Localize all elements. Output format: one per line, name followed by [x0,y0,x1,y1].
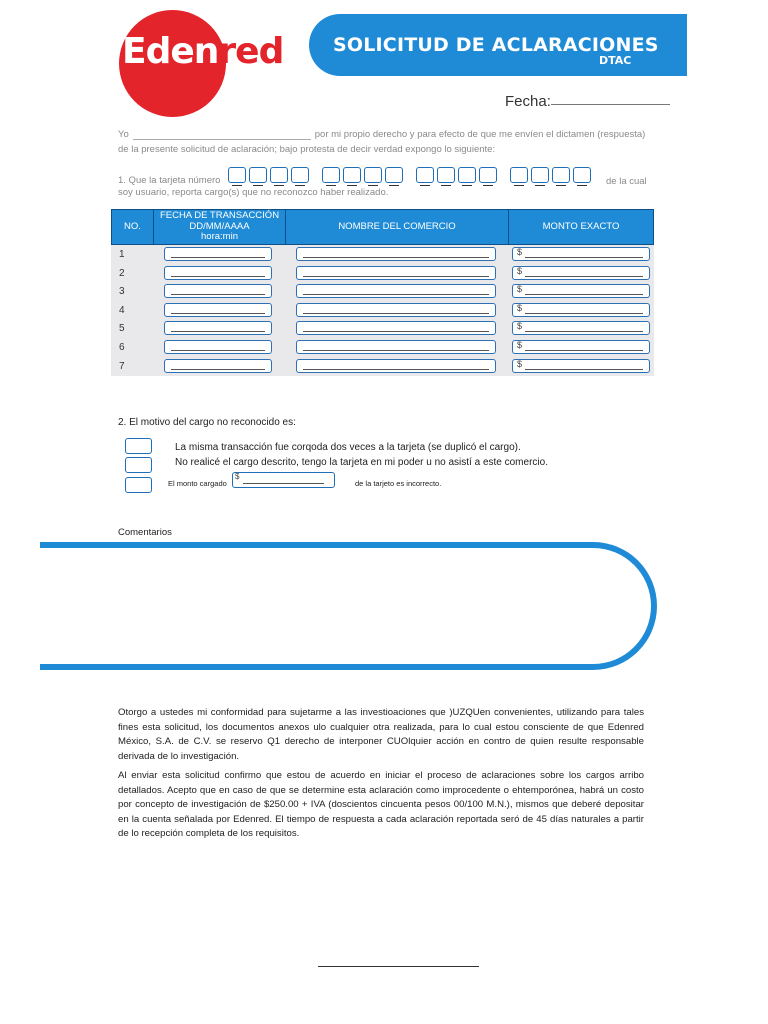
merchant-field[interactable] [296,303,496,317]
card-digit-box[interactable] [343,167,361,183]
dollar-sign: $ [517,284,523,294]
amount-field[interactable] [512,359,650,373]
date-field[interactable] [164,247,272,261]
amount-field[interactable] [512,266,650,280]
consent-paragraph: Otorgo a ustedes mi conformidad para sujetarme a las investioaciones que )UZQUen convenientes, utilizando para tales fines esta solicitud, los documentos anexos ulo cualquier otra realizada, para lo cual estou consciente de que Edenred México, S.A. de C.V. se reservo Q1 derecho de interponer CUOlquier acción en contro de quien resulte responsable derivada de lo investigación. [118,707,644,762]
card-digit-box[interactable] [573,167,591,183]
incorrect-amount-field[interactable] [232,472,335,488]
logo-text-part2: red [218,31,284,72]
intro-line-2: de la presente solicitud de aclaración; bajo protesta de decir verdad expongo lo siguiente: [118,144,496,155]
reason-option-amount-pre: El monto cargado [168,479,227,488]
fecha-field[interactable] [551,104,670,105]
terms-paragraph: Al enviar esta solicitud confirmo que estou de acuerdo en iniciar el proceso de aclaraciones sobre los cargos arribo detallados. Acepto que en caso de que se determine esta aclaración como improcedente o ehtemporónea, habrá un costo por concepto de investigación de $250.00 + IVA (doscientos cincuenta pesos 00/100 M.N.), mismos que deberé depositar en la cuenta señalada por Edenred. El tiempo de respuesta a cada aclaración reportada seró de 45 días naturales a partir de lo recepción completa de los requisitos. [118,770,644,840]
header-comercio: NOMBRE DEL COMERCIO [286,210,509,244]
row-number: 4 [119,305,125,316]
amount-field[interactable] [512,321,650,335]
dollar-sign: $ [517,266,523,276]
date-field[interactable] [164,321,272,335]
row-number: 1 [119,249,125,260]
row-number: 5 [119,323,125,334]
date-field[interactable] [164,303,272,317]
reason-option-duplicate: La misma transacción fue corqoda dos veces a la tarjeta (se duplicó el cargo). [175,442,521,453]
dollar-sign: $ [517,303,523,313]
row-number: 2 [119,268,125,279]
row-number: 6 [119,342,125,353]
card-digit-box[interactable] [270,167,288,183]
comments-label: Comentarios [118,527,172,538]
fecha-label: Fecha: [505,93,551,110]
edenred-logo [122,31,284,72]
reason-checkbox-duplicate[interactable] [125,438,152,454]
name-field[interactable] [133,131,311,140]
amount-field[interactable] [512,284,650,298]
card-digit-box[interactable] [458,167,476,183]
comments-field[interactable] [40,542,657,670]
reason-option-not-made: No realicé el cargo descrito, tengo la tarjeta en mi poder u no asistí a este comercio. [175,457,548,468]
amount-field[interactable] [512,303,650,317]
card-digit-box[interactable] [510,167,528,183]
merchant-field[interactable] [296,359,496,373]
card-line-2: soy usuario, reporta cargo(s) que no reconozco haber realizado. [118,187,389,198]
transactions-table-header [111,209,654,245]
card-digit-box[interactable] [228,167,246,183]
card-digit-box[interactable] [416,167,434,183]
header-no: NO. [112,210,154,244]
dollar-sign: $ [517,359,523,369]
merchant-field[interactable] [296,266,496,280]
card-digit-box[interactable] [385,167,403,183]
date-field[interactable] [164,359,272,373]
logo-text-part1: Eden [122,31,219,72]
card-digit-box[interactable] [249,167,267,183]
reason-title: 2. El motivo del cargo no reconocido es: [118,417,296,428]
merchant-field[interactable] [296,321,496,335]
intro-yo: Yo [118,129,129,140]
card-digit-box[interactable] [479,167,497,183]
amount-field[interactable] [512,340,650,354]
page-subtitle: DTAC [599,54,632,67]
dollar-sign: $ [517,247,523,257]
card-digit-box[interactable] [364,167,382,183]
dollar-sign: $ [517,321,523,331]
card-digit-box[interactable] [531,167,549,183]
intro-line-1-text: por mi propio derecho y para efecto de que me envíen el dictamen (respuesta) [314,129,646,140]
page-title: SOLICITUD DE ACLARACIONES [333,34,659,56]
merchant-field[interactable] [296,284,496,298]
dollar-sign: $ [517,340,523,350]
amount-field[interactable] [512,247,650,261]
card-digit-box[interactable] [437,167,455,183]
reason-checkbox-not-made[interactable] [125,457,152,473]
signature-line[interactable] [318,966,479,967]
merchant-field[interactable] [296,247,496,261]
card-line-right: de la cual [606,176,647,187]
reason-option-amount-post: de la tarjeto es incorrecto. [355,479,442,488]
date-field[interactable] [164,340,272,354]
header-monto: MONTO EXACTO [542,220,620,232]
reason-checkbox-incorrect-amount[interactable] [125,477,152,493]
card-digit-box[interactable] [552,167,570,183]
header-fecha: FECHA DE TRANSACCIÓN DD/MM/AAAA hora:min [154,210,286,244]
row-number: 3 [119,286,125,297]
card-line-1: 1. Que la tarjeta número [118,175,221,186]
dollar-sign: $ [235,472,240,481]
merchant-field[interactable] [296,340,496,354]
intro-line-1 [118,129,645,140]
card-digit-box[interactable] [322,167,340,183]
card-digit-box[interactable] [291,167,309,183]
title-banner [309,14,687,76]
date-field[interactable] [164,266,272,280]
row-number: 7 [119,361,125,372]
date-field[interactable] [164,284,272,298]
